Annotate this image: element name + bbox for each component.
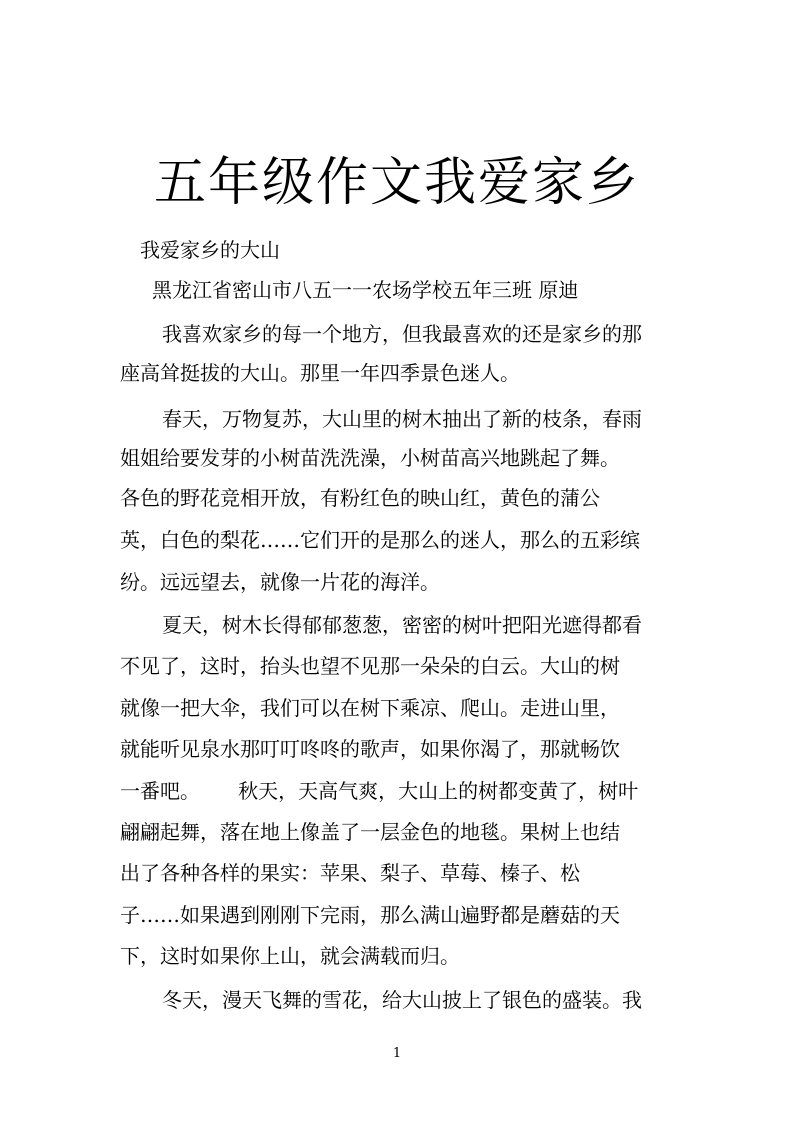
author-line: 黑龙江省密山市八五一一农场学校五年三班 原迪 xyxy=(152,278,579,302)
body-line: 座高耸挺拔的大山。那里一年四季景色迷人。 xyxy=(120,361,520,385)
body-line: 翩翩起舞，落在地上像盖了一层金色的地毯。果树上也结 xyxy=(120,820,620,844)
body-line: 出了各种各样的果实：苹果、梨子、草莓、榛子、松 xyxy=(120,861,580,885)
body-line: 冬天，漫天飞舞的雪花，给大山披上了银色的盛装。我 xyxy=(162,988,642,1012)
body-line: 英，白色的梨花……它们开的是那么的迷人，那么的五彩缤 xyxy=(120,528,640,552)
body-line: 子……如果遇到刚刚下完雨，那么满山遍野都是蘑菇的天 xyxy=(120,903,620,927)
body-line: 各色的野花竞相开放，有粉红色的映山红，黄色的蒲公 xyxy=(120,486,600,510)
body-line: 夏天，树木长得郁郁葱葱，密密的树叶把阳光遮得都看 xyxy=(162,613,642,637)
body-line: 春天，万物复苏，大山里的树木抽出了新的枝条，春雨 xyxy=(162,407,642,431)
body-line: 就像一把大伞，我们可以在树下乘凉、爬山。走进山里， xyxy=(120,696,620,720)
body-line: 姐姐给要发芽的小树苗洗洗澡，小树苗高兴地跳起了舞。 xyxy=(120,446,620,470)
subtitle: 我爱家乡的大山 xyxy=(140,238,280,262)
body-line: 下，这时如果你上山，就会满载而归。 xyxy=(120,944,460,968)
body-line: 不见了，这时，抬头也望不见那一朵朵的白云。大山的树 xyxy=(120,654,620,678)
body-line: 纷。远远望去，就像一片花的海洋。 xyxy=(120,570,440,594)
page-number: 1 xyxy=(392,1046,402,1061)
body-line: 就能听见泉水那叮叮咚咚的歌声，如果你渴了，那就畅饮 xyxy=(120,737,620,761)
document-title: 五年级作文我爱家乡 xyxy=(153,153,640,213)
body-line: 一番吧。 秋天，天高气爽，大山上的树都变黄了，树叶 xyxy=(120,779,639,803)
body-line: 我喜欢家乡的每一个地方，但我最喜欢的还是家乡的那 xyxy=(162,322,642,346)
